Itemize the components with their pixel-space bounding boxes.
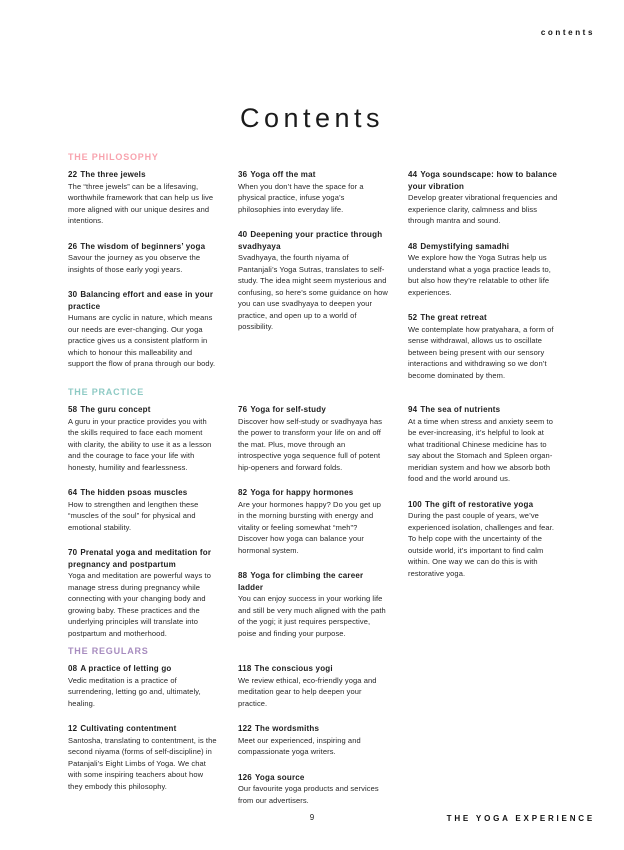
entry-title-text: The guru concept [80, 405, 151, 414]
entry-title [238, 723, 388, 735]
entry-description: During the past couple of years, we’ve experienced isolation, challenges and fear. To help cope with the uncertainty of the outside world, it’s important to find calm within. One way we can do this is with restorative yoga. [408, 511, 555, 578]
toc-entry [238, 570, 388, 639]
entry-description: We explore how the Yoga Sutras help us understand what a yoga practice leads to, but also how they’re relatable to other life experiences. [408, 253, 551, 297]
column-2 [238, 169, 388, 347]
entry-description: You can enjoy success in your working life and still be very much aligned with the path of the yogi; it just requires perspective, poise and finding your purpose. [238, 594, 386, 638]
section-columns [68, 169, 558, 395]
entry-title [238, 772, 388, 784]
toc-entry [238, 487, 388, 556]
entry-description: Yoga and meditation are powerful ways to manage stress during pregnancy while connecting with your changing body and growing baby. These practices and the underlying principles will translate into postpartum and motherhood. [68, 571, 211, 638]
entry-page-number: 48 [408, 241, 418, 251]
entry-page-number: 36 [238, 170, 248, 179]
entry-page-number: 58 [68, 405, 78, 414]
entry-title-text: The sea of nutrients [420, 405, 501, 414]
toc-entry [238, 772, 388, 807]
entry-description: Santosha, translating to contentment, is the second niyama (forms of self-discipline) in Patanjali’s Eight Limbs of Yoga. We chat with some inspiring teachers about how they embody this philosophy. [68, 735, 217, 791]
entry-page-number: 88 [238, 571, 248, 580]
column-3 [408, 404, 558, 593]
column-1 [68, 663, 218, 806]
entry-page-number: 70 [68, 548, 78, 557]
entry-title-text: The wordsmiths [254, 724, 320, 733]
entry-title [238, 404, 388, 416]
section-the-regulars [68, 646, 558, 820]
entry-title [68, 241, 218, 253]
entry-title-text: The three jewels [80, 170, 146, 179]
toc-entry [68, 547, 218, 639]
entry-title-text: The conscious yogi [254, 664, 333, 673]
column-1 [68, 169, 218, 384]
entry-title [408, 312, 558, 324]
entry-title [408, 499, 558, 511]
toc-entry [238, 723, 388, 758]
entry-title-text: Balancing effort and ease in your practice [68, 290, 214, 311]
entry-title [68, 723, 218, 735]
column-2 [238, 404, 388, 653]
toc-entry [68, 663, 218, 709]
entry-description: Vedic meditation is a practice of surrendering, letting go and, ultimately, healing. [68, 675, 201, 708]
entry-description: We contemplate how pratyahara, a form of sense withdrawal, allows us to oscillate between being present with our sensory interactions and withdrawing so we don’t become dominated by them. [408, 324, 554, 380]
entry-title [408, 241, 558, 253]
entry-page-number: 64 [68, 488, 78, 497]
entry-description: Meet our experienced, inspiring and compassionate yoga writers. [238, 735, 361, 756]
entry-page-number: 44 [408, 170, 418, 179]
entry-title [238, 229, 388, 252]
entry-title-text: The gift of restorative yoga [424, 499, 534, 509]
toc-entry [68, 241, 218, 276]
contents-sections [68, 0, 558, 850]
toc-entry [408, 312, 558, 381]
toc-entry [68, 404, 218, 473]
entry-title [408, 404, 558, 416]
entry-page-number: 100 [408, 499, 422, 509]
section-columns [68, 663, 558, 820]
entry-title-text: Yoga off the mat [250, 170, 316, 179]
page-title: Contents [239, 103, 385, 133]
entry-page-number: 82 [238, 488, 248, 497]
entry-page-number: 22 [68, 170, 78, 179]
section-heading: THE REGULARS [68, 646, 149, 656]
entry-description: Svadhyaya, the fourth niyama of Pantanjali’s Yoga Sutras, translates to self-study. The idea might seem mysterious and confusing, so here’s some guidance on how you can use svadhyaya to deepen your practice, and open up to a world of possibility. [238, 253, 388, 331]
entry-title [238, 663, 388, 675]
entry-title-text: The great retreat [420, 313, 487, 322]
entry-description: Discover how self-study or svadhyaya has the power to transform your life on and off the mat. Plus, move through an introspective yoga sequence full of potent hip-openers and forward folds. [238, 416, 383, 472]
entry-title [238, 169, 388, 181]
toc-entry [68, 289, 218, 370]
entry-title [68, 289, 218, 312]
column-1 [68, 404, 218, 653]
toc-entry [238, 404, 388, 473]
entry-title-text: Yoga source [254, 772, 305, 782]
entry-description: A guru in your practice provides you with the skills required to face each moment with clarity, the ability to use it as a lesson and the courage to face your life with honesty, humility and fearlessness. [68, 416, 212, 472]
toc-entry [68, 487, 218, 533]
entry-title-text: The hidden psoas muscles [80, 488, 188, 497]
toc-entry [408, 499, 558, 580]
entry-title [238, 487, 388, 499]
toc-entry [408, 169, 558, 227]
entry-page-number: 126 [238, 772, 252, 782]
entry-title-text: A practice of letting go [80, 664, 172, 673]
entry-page-number: 76 [238, 405, 248, 414]
entry-title-text: Yoga for climbing the career ladder [238, 571, 364, 592]
entry-description: When you don’t have the space for a physical practice, infuse yoga’s philosophies into everyday life. [238, 181, 364, 214]
toc-entry [408, 404, 558, 485]
entry-title-text: Demystifying samadhi [420, 241, 510, 251]
entry-title-text: Yoga for happy hormones [250, 488, 354, 497]
section-heading: THE PRACTICE [68, 387, 145, 397]
entry-description: Humans are cyclic in nature, which means our needs are ever-changing. Our yoga practice gives us a consistent platform in which to honour this malleability and support the flow of prana through our body. [68, 313, 216, 368]
entry-title [68, 663, 218, 675]
entry-page-number: 08 [68, 664, 78, 673]
entry-description: At a time when stress and anxiety seem to be ever-increasing, it’s helpful to look at what traditional Chinese medicine has to say about the Stomach and Spleen organ-meridian system and how we absorb both food and the world around us. [408, 416, 553, 483]
entry-description: The “three jewels” can be a lifesaving, worthwhile framework that can help us live more aligned with our unique desires and intentions. [68, 181, 214, 225]
toc-entry [408, 241, 558, 299]
section-the-philosophy [68, 152, 558, 395]
section-the-practice [68, 387, 558, 653]
corner-page-label: contents [540, 28, 595, 37]
toc-entry [68, 723, 218, 792]
entry-description: We review ethical, eco-friendly yoga and meditation gear to help deepen your practice. [238, 675, 377, 708]
entry-page-number: 30 [68, 290, 78, 299]
entry-page-number: 118 [238, 664, 252, 673]
entry-title [238, 570, 388, 593]
entry-description: Our favourite yoga products and services from our advertisers. [238, 784, 379, 805]
entry-page-number: 12 [68, 724, 78, 733]
footer-page-number: 9 [309, 813, 315, 822]
section-heading: THE PHILOSOPHY [68, 152, 159, 162]
toc-entry [68, 169, 218, 227]
entry-page-number: 94 [408, 405, 418, 414]
toc-entry [238, 169, 388, 215]
column-2 [238, 663, 388, 820]
entry-description: How to strengthen and lengthen these “muscles of the soul” for physical and emotional stability. [68, 499, 199, 532]
entry-title [68, 547, 218, 570]
entry-description: Savour the journey as you observe the insights of those early yogi years. [68, 253, 201, 274]
entry-title [408, 169, 558, 192]
entry-page-number: 122 [238, 724, 252, 733]
entry-title-text: Prenatal yoga and meditation for pregnancy and postpartum [68, 548, 212, 569]
entry-page-number: 26 [68, 241, 78, 251]
entry-page-number: 40 [238, 230, 248, 239]
entry-title [68, 404, 218, 416]
toc-entry [238, 663, 388, 709]
entry-description: Develop greater vibrational frequencies and experience clarity, calmness and bliss through mantra and sound. [408, 193, 558, 225]
column-3 [408, 169, 558, 395]
toc-entry [238, 229, 388, 333]
footer-magazine-name: THE YOGA EXPERIENCE [446, 814, 595, 823]
entry-description: Are your hormones happy? Do you get up in the morning bursting with energy and vitality or feeling somewhat “meh”? Discover how yoga can balance your hormonal system. [238, 499, 382, 555]
entry-title [68, 169, 218, 181]
entry-title-text: The wisdom of beginners’ yoga [80, 241, 206, 251]
entry-title [68, 487, 218, 499]
entry-title-text: Cultivating contentment [80, 724, 177, 733]
entry-title-text: Yoga for self-study [250, 405, 326, 414]
entry-title-text: Yoga soundscape: how to balance your vibration [408, 170, 558, 191]
entry-page-number: 52 [408, 313, 418, 322]
entry-title-text: Deepening your practice through svadhyaya [238, 230, 383, 251]
section-columns [68, 404, 558, 653]
